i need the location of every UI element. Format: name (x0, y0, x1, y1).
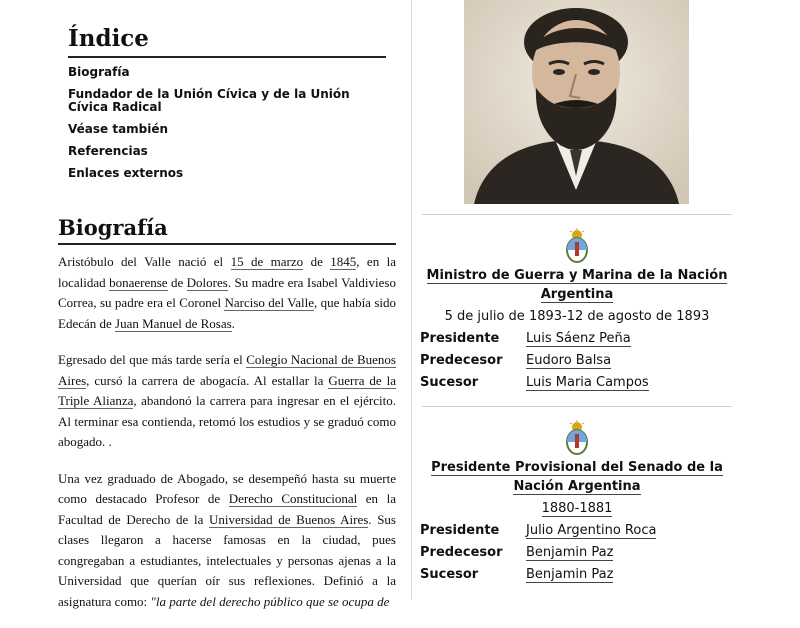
text: de (303, 254, 331, 269)
link-derecho-constitucional[interactable]: Derecho Constitucional (228, 491, 358, 506)
infobox-row (420, 542, 734, 564)
toc-link-fundador[interactable]: Fundador de la Unión Cívica y de la Unión Cívica Radical (68, 86, 350, 114)
link-1845[interactable]: 1845 (330, 254, 357, 269)
text: , en la localidad (58, 254, 396, 290)
row-label: Predecesor (420, 353, 503, 368)
link-15-de-marzo[interactable]: 15 de marzo (230, 254, 304, 269)
row-value-link[interactable]: Julio Argentino Roca (526, 523, 657, 538)
infobox-office-2 (420, 420, 734, 586)
column-divider (411, 0, 412, 600)
coat-of-arms-icon (562, 228, 592, 264)
office-dates-link[interactable]: 1880-1881 (541, 501, 613, 516)
toc-item[interactable] (68, 88, 386, 114)
row-label: Presidente (420, 331, 500, 346)
link-guerra-triple-alianza[interactable]: Guerra de la Triple Alianza (58, 372, 396, 408)
row-value-link[interactable]: Eudoro Balsa (526, 353, 612, 368)
link-colegio-nacional[interactable]: Colegio Nacional de Buenos Aires (58, 352, 396, 388)
link-universidad-buenos-aires[interactable]: Universidad de Buenos Aires (209, 511, 369, 527)
row-value[interactable] (526, 328, 631, 350)
paragraph-1 (58, 252, 396, 334)
link-juan-manuel-de-rosas[interactable]: Juan Manuel de Rosas (115, 315, 232, 331)
infobox-row (420, 350, 734, 372)
infobox-divider (422, 214, 732, 215)
infobox-row (420, 372, 734, 394)
row-value-link[interactable]: Benjamin Paz (526, 545, 614, 560)
office-dates[interactable] (420, 500, 734, 518)
infobox-row (420, 520, 734, 542)
toc-link-vease-tambien[interactable]: Véase también (68, 121, 169, 136)
office-title-link[interactable]: Presidente Provisional del Senado de la Nación Argentina (431, 460, 723, 494)
text: . Sus clases llegaron a hacerse famosas en la ciudad, pues congregaban a estudiantes, intelectuales y personas ajenas a la Universidad que querían oír sus reflexiones. Definió a la asignatura como: (58, 511, 396, 609)
text: de (167, 274, 187, 290)
link-dolores[interactable]: Dolores (186, 274, 228, 290)
portrait-photo-icon (464, 0, 689, 204)
row-value-link[interactable]: Luis Maria Campos (526, 375, 649, 390)
row-value[interactable] (526, 564, 613, 586)
link-bonaerense[interactable]: bonaerense (109, 274, 168, 290)
row-value[interactable] (526, 542, 613, 564)
toc-title: Índice (68, 24, 386, 58)
office-title[interactable] (420, 266, 734, 304)
toc-item[interactable] (68, 66, 386, 79)
office-title[interactable] (420, 458, 734, 496)
infobox-divider (422, 406, 732, 407)
text: , abandonó la carrera para ingresar en el ejército. Al terminar esa contienda, retomó los estudios y se graduó como abogado. . (58, 393, 396, 449)
toc-item[interactable] (68, 145, 386, 158)
row-value-link[interactable]: Benjamin Paz (526, 567, 614, 582)
quote-text: "la parte del derecho público que se ocupa de (150, 593, 390, 609)
toc-list (68, 66, 386, 180)
row-label: Predecesor (420, 545, 503, 560)
office-title-link[interactable]: Ministro de Guerra y Marina de la Nación Argentina (426, 268, 728, 302)
text: . (231, 315, 235, 331)
row-value[interactable] (526, 350, 611, 372)
office-dates-text: 5 de julio de 1893-12 de agosto de 1893 (444, 309, 710, 324)
office-dates (420, 308, 734, 326)
portrait-image[interactable] (464, 0, 689, 204)
infobox-row (420, 328, 734, 350)
text: Una vez graduado de Abogado, se desempeñó hasta su muerte como destacado Profesor de (58, 470, 396, 506)
infobox-row (420, 564, 734, 586)
paragraph-2 (58, 350, 396, 453)
row-value[interactable] (526, 372, 649, 394)
text: Egresado del que más tarde sería el (58, 352, 247, 367)
toc-link-biografia[interactable]: Biografía (68, 64, 130, 79)
section-title-biografia: Biografía (58, 214, 396, 245)
text: . Su madre era Isabel Valdivieso Correa, su padre era el Coronel (58, 274, 396, 310)
row-label: Sucesor (420, 375, 479, 390)
toc-link-enlaces-externos[interactable]: Enlaces externos (68, 165, 184, 180)
text: Aristóbulo del Valle nació el (58, 254, 231, 269)
office-rows (420, 328, 734, 394)
toc-item[interactable] (68, 167, 386, 180)
row-label: Sucesor (420, 567, 479, 582)
text: , que había sido Edecán de (58, 295, 396, 331)
text: en la Facultad de Derecho de la (58, 491, 397, 527)
office-rows (420, 520, 734, 586)
infobox-office-1 (420, 228, 734, 394)
toc-link-referencias[interactable]: Referencias (68, 143, 148, 158)
coat-of-arms-icon (562, 420, 592, 456)
row-value[interactable] (526, 520, 656, 542)
row-value-link[interactable]: Luis Sáenz Peña (526, 331, 631, 346)
table-of-contents (68, 24, 386, 189)
paragraph-3 (58, 469, 396, 613)
toc-item[interactable] (68, 123, 386, 136)
row-label: Presidente (420, 523, 500, 538)
link-narciso-del-valle[interactable]: Narciso del Valle (224, 295, 315, 310)
text: , cursó la carrera de abogacía. Al estallar la (86, 372, 329, 388)
article-body (58, 252, 396, 628)
